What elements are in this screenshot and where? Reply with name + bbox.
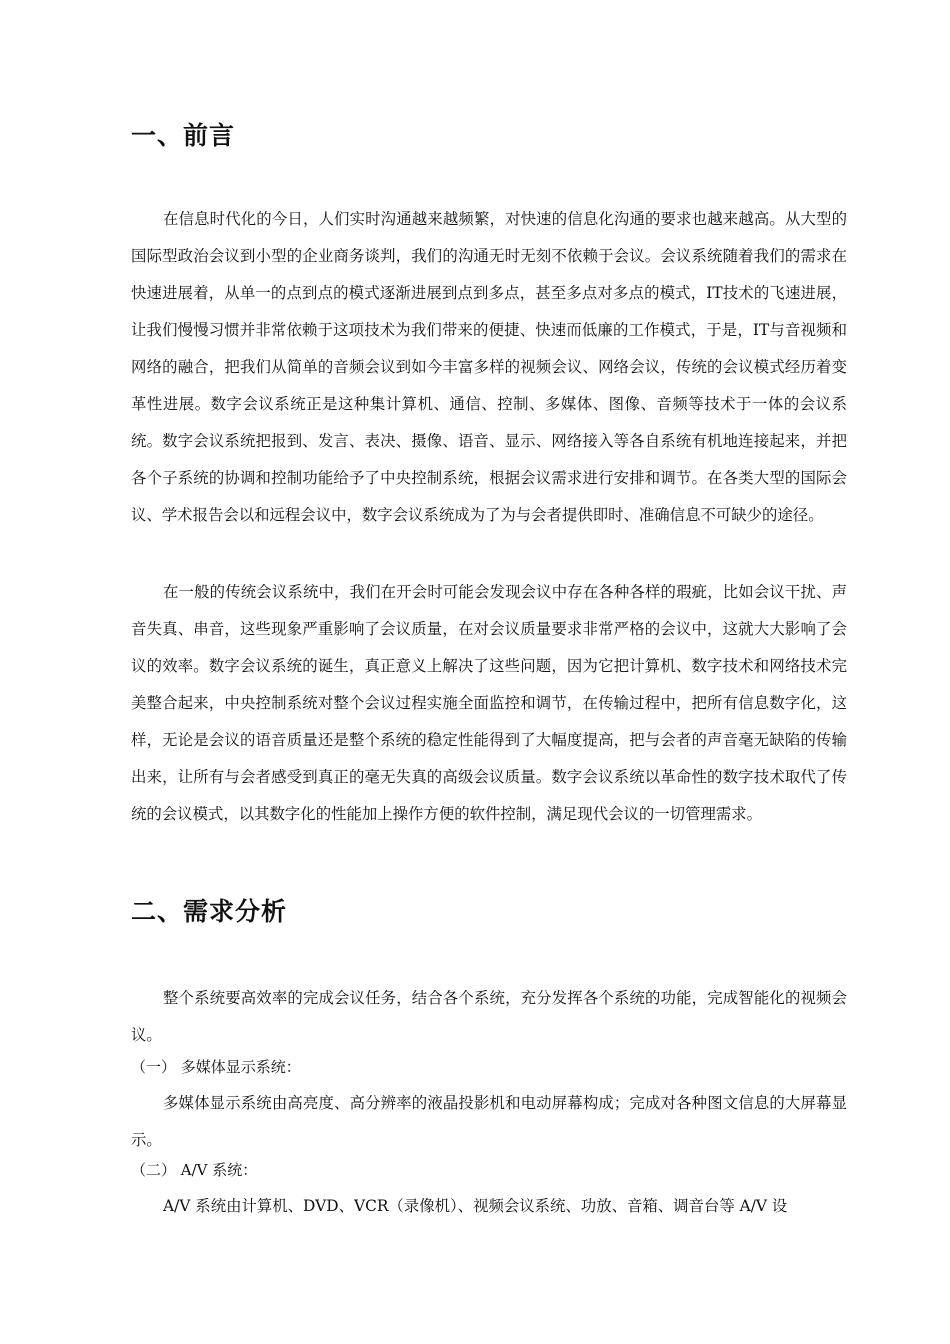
section-heading-requirements: 二、需求分析 (131, 897, 288, 926)
preface-paragraph-1: 在信息时代化的今日，人们实时沟通越来越频繁，对快速的信息化沟通的要求也越来越高。从大型的国际型政治会议到小型的企业商务谈判，我们的沟通无时无刻不依赖于会议。会议系统随着我们的需求在快速进展着，从单一的点到点的模式逐渐进展到点到多点，甚至多点对多点的模式，IT技术的飞速进展，让我们慢慢习惯并非常依赖于这项技术为我们带来的便捷、快速而低廉的工作模式，于是，IT与音视频和网络的融合，把我们从简单的音频会议到如今丰富多样的视频会议、网络会议，传统的会议模式经历着变革性进展。数字会议系统正是这种集计算机、通信、控制、多媒体、图像、音频等技术于一体的会议系统。数字会议系统把报到、发言、表决、摄像、语音、显示、网络接入等各自系统有机地连接起来，并把各个子系统的协调和控制功能给予了中央控制系统，根据会议需求进行安排和调节。在各类大型的国际会议、学术报告会以和远程会议中，数字会议系统成为了为与会者提供即时、准确信息不可缺少的途径。 (131, 210, 847, 524)
multimedia-display-paragraph: 多媒体显示系统由高亮度、高分辨率的液晶投影机和电动屏幕构成；完成对各种图文信息的大屏幕显示。 (131, 1094, 847, 1149)
preface-paragraph-2: 在一般的传统会议系统中，我们在开会时可能会发现会议中存在各种各样的瑕疵，比如会议干扰、声音失真、串音，这些现象严重影响了会议质量，在对会议质量要求非常严格的会议中，这就大大影响了会议的效率。数字会议系统的诞生，真正意义上解决了这些问题，因为它把计算机、数字技术和网络技术完美整合起来，中央控制系统对整个会议过程实施全面监控和调节，在传输过程中，把所有信息数字化，这样，无论是会议的语音质量还是整个系统的稳定性能得到了大幅度提高，把与会者的声音毫无缺陷的传输出来，让所有与会者感受到真正的毫无失真的高级会议质量。数字会议系统以革命性的数字技术取代了传统的会议模式，以其数字化的性能加上操作方便的软件控制，满足现代会议的一切管理需求。 (131, 583, 847, 823)
section-heading-preface: 一、前言 (131, 121, 236, 150)
av-system-paragraph: A/V 系统由计算机、DVD、VCR（录像机）、视频会议系统、功放、音箱、调音台等 A/V 设 (163, 1197, 788, 1215)
subsection-label-av-system: （二） A/V 系统： (131, 1161, 258, 1179)
subsection-label-multimedia-display: （一） 多媒体显示系统： (131, 1058, 301, 1076)
requirements-intro-paragraph: 整个系统要高效率的完成会议任务，结合各个系统，充分发挥各个系统的功能，完成智能化的视频会议。 (131, 989, 847, 1044)
